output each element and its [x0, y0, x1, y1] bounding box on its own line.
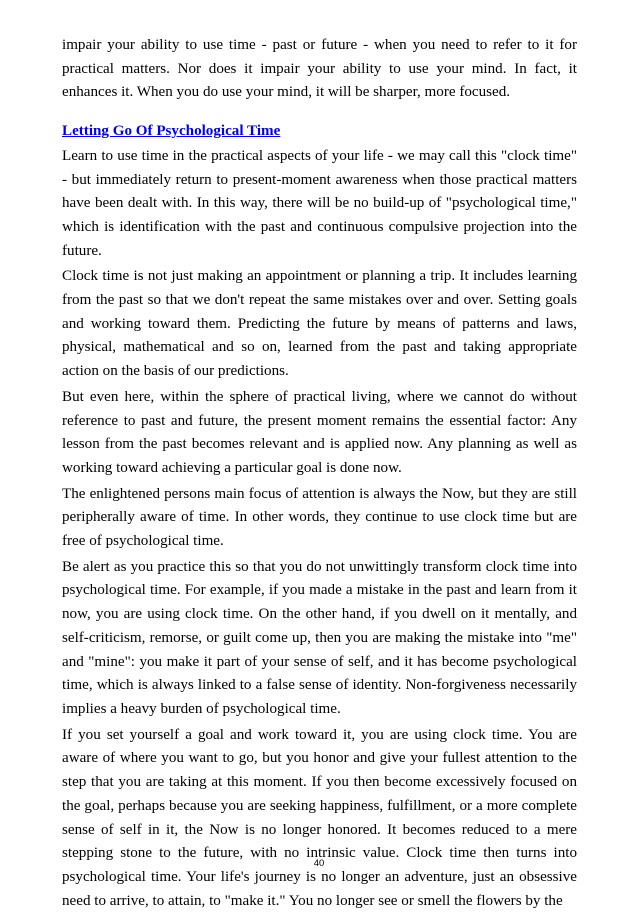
page-number: 40	[313, 858, 325, 869]
paragraph-enlightened-persons: The enlightened persons main focus of attention is always the Now, but they are still peripherally aware of time. In other words, they continue to use clock time but are free of psychological time.	[62, 485, 577, 550]
section-heading-link[interactable]: Letting Go Of Psychological Time	[62, 123, 281, 140]
paragraph-set-goal: If you set yourself a goal and work toward it, you are using clock time. You are aware of where you want to go, but you honor and give your fullest attention to the step that you are taking at this moment. If you then become excessively focused on the goal, perhaps because you are seeking happiness, fulfillment, or a more complete sense of self in it, the Now is no longer honored. It becomes reduced to a mere stepping stone to the future, with no intrinsic value. Clock time then turns into psychological time. Your life's journey is no longer an adventure, just an obsessive need to arrive, to attain, to "make it." You no longer see or smell the flowers by the	[62, 726, 577, 909]
intro-paragraph: impair your ability to use time - past or future - when you need to refer to it for practical matters. Nor does it impair your ability to use your mind. In fact, it enhances it. When you do use your mind, it will be sharper, more focused.	[62, 37, 577, 101]
paragraph-clock-time-definition: Clock time is not just making an appointment or planning a trip. It includes learning from the past so that we don't repeat the same mistakes over and over. Setting goals and working toward them. Predicting the future by means of patterns and laws, physical, mathematical and so on, learned from the past and taking appropriate action on the basis of our predictions.	[62, 268, 577, 380]
paragraph-clock-time: Learn to use time in the practical aspects of your life - we may call this "clock time" - but immediately return to present-moment awareness when those practical matters have been dealt with. In this way, there will be no build-up of "psychological time," which is identification with the past and continuous compulsive projection into the future.	[62, 147, 577, 259]
paragraph-practical-living: But even here, within the sphere of practical living, where we cannot do without reference to past and future, the present moment remains the essential factor: Any lesson from the past becomes relevant and is applied now. Any planning as well as working toward achieving a particular goal is done now.	[62, 388, 577, 476]
page-body	[62, 34, 577, 915]
paragraph-be-alert: Be alert as you practice this so that you do not unwittingly transform clock time into psychological time. For example, if you made a mistake in the past and learn from it now, you are using clock time. On the other hand, if you dwell on it mentally, and self-criticism, remorse, or guilt come up, then you are making the mistake into "me" and "mine": you make it part of your sense of self, and it has become psychological time, which is always linked to a false sense of identity. Non-forgiveness necessarily implies a heavy burden of psychological time.	[62, 558, 577, 717]
